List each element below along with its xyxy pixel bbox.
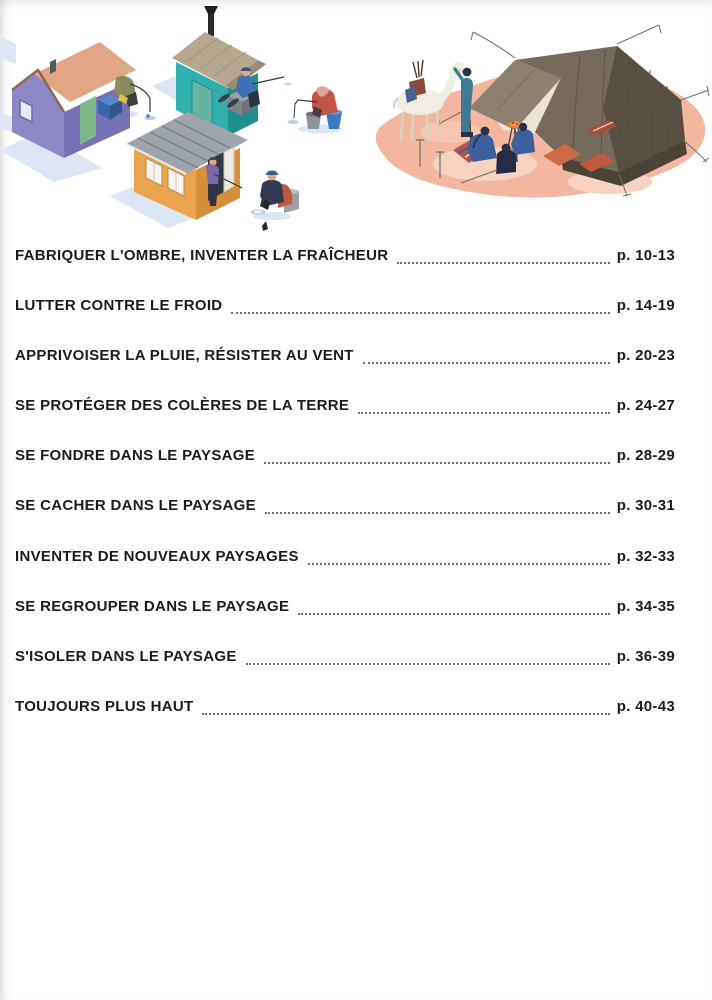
dotted-leader xyxy=(298,599,609,615)
toc-entry-title: SE PROTÉGER DES COLÈRES DE LA TERRE xyxy=(15,397,350,415)
toc-entry xyxy=(15,395,675,417)
toc-entry xyxy=(15,245,675,267)
toc-entry-title: SE FONDRE DANS LE PAYSAGE xyxy=(15,447,256,465)
toc-entry xyxy=(15,345,675,367)
dotted-leader xyxy=(265,498,610,514)
toc-entry xyxy=(15,546,675,568)
toc-entry-pages: p. 32-33 xyxy=(616,547,675,565)
toc-entry-pages: p. 10-13 xyxy=(616,247,675,264)
toc-entry-pages: p. 20-23 xyxy=(616,347,675,365)
toc-entry-pages: p. 34-35 xyxy=(616,597,675,615)
toc-entry xyxy=(15,646,675,668)
dotted-leader xyxy=(246,649,610,665)
toc-entry-title: INVENTER DE NOUVEAUX PAYSAGES xyxy=(15,547,299,565)
scan-speck xyxy=(262,221,268,231)
toc-entry-pages: p. 36-39 xyxy=(616,647,675,665)
dotted-leader xyxy=(231,298,609,314)
pack-sticks xyxy=(413,60,423,78)
toc-list xyxy=(15,245,675,746)
toc-entry xyxy=(15,596,675,618)
toc-entry-pages: p. 30-31 xyxy=(616,497,675,515)
dotted-leader xyxy=(264,448,610,464)
toc-entry xyxy=(15,445,675,467)
dotted-leader xyxy=(358,398,610,414)
toc-entry xyxy=(15,295,675,317)
toc-entry-title: APPRIVOISER LA PLUIE, RÉSISTER AU VENT xyxy=(15,347,354,365)
toc-entry-pages: p. 28-29 xyxy=(616,447,675,465)
toc-entry-title: LUTTER CONTRE LE FROID xyxy=(15,297,223,315)
fisher-bottom xyxy=(251,171,300,215)
toc-entry-title: TOUJOURS PLUS HAUT xyxy=(15,697,194,715)
toc-entry-pages: p. 24-27 xyxy=(616,397,675,415)
ice-fishing-illustration xyxy=(0,0,365,232)
fisher-red xyxy=(288,86,343,129)
toc-entry-title: S'ISOLER DANS LE PAYSAGE xyxy=(15,647,237,665)
dotted-leader xyxy=(308,549,610,565)
toc-entry xyxy=(15,696,675,718)
toc-entry-pages: p. 14-19 xyxy=(616,297,675,315)
dotted-leader xyxy=(363,348,610,364)
desert-tent-illustration xyxy=(365,12,712,207)
toc-entry-title: SE CACHER DANS LE PAYSAGE xyxy=(15,497,256,515)
toc-entry-title: FABRIQUER L'OMBRE, INVENTER LA FRAÎCHEUR xyxy=(15,247,389,264)
dotted-leader xyxy=(202,699,609,715)
toc-entry-pages: p. 40-43 xyxy=(616,697,675,715)
toc-entry-title: SE REGROUPER DANS LE PAYSAGE xyxy=(15,597,290,615)
header-illustrations xyxy=(0,0,712,236)
dotted-leader xyxy=(397,248,609,264)
toc-entry xyxy=(15,495,675,517)
